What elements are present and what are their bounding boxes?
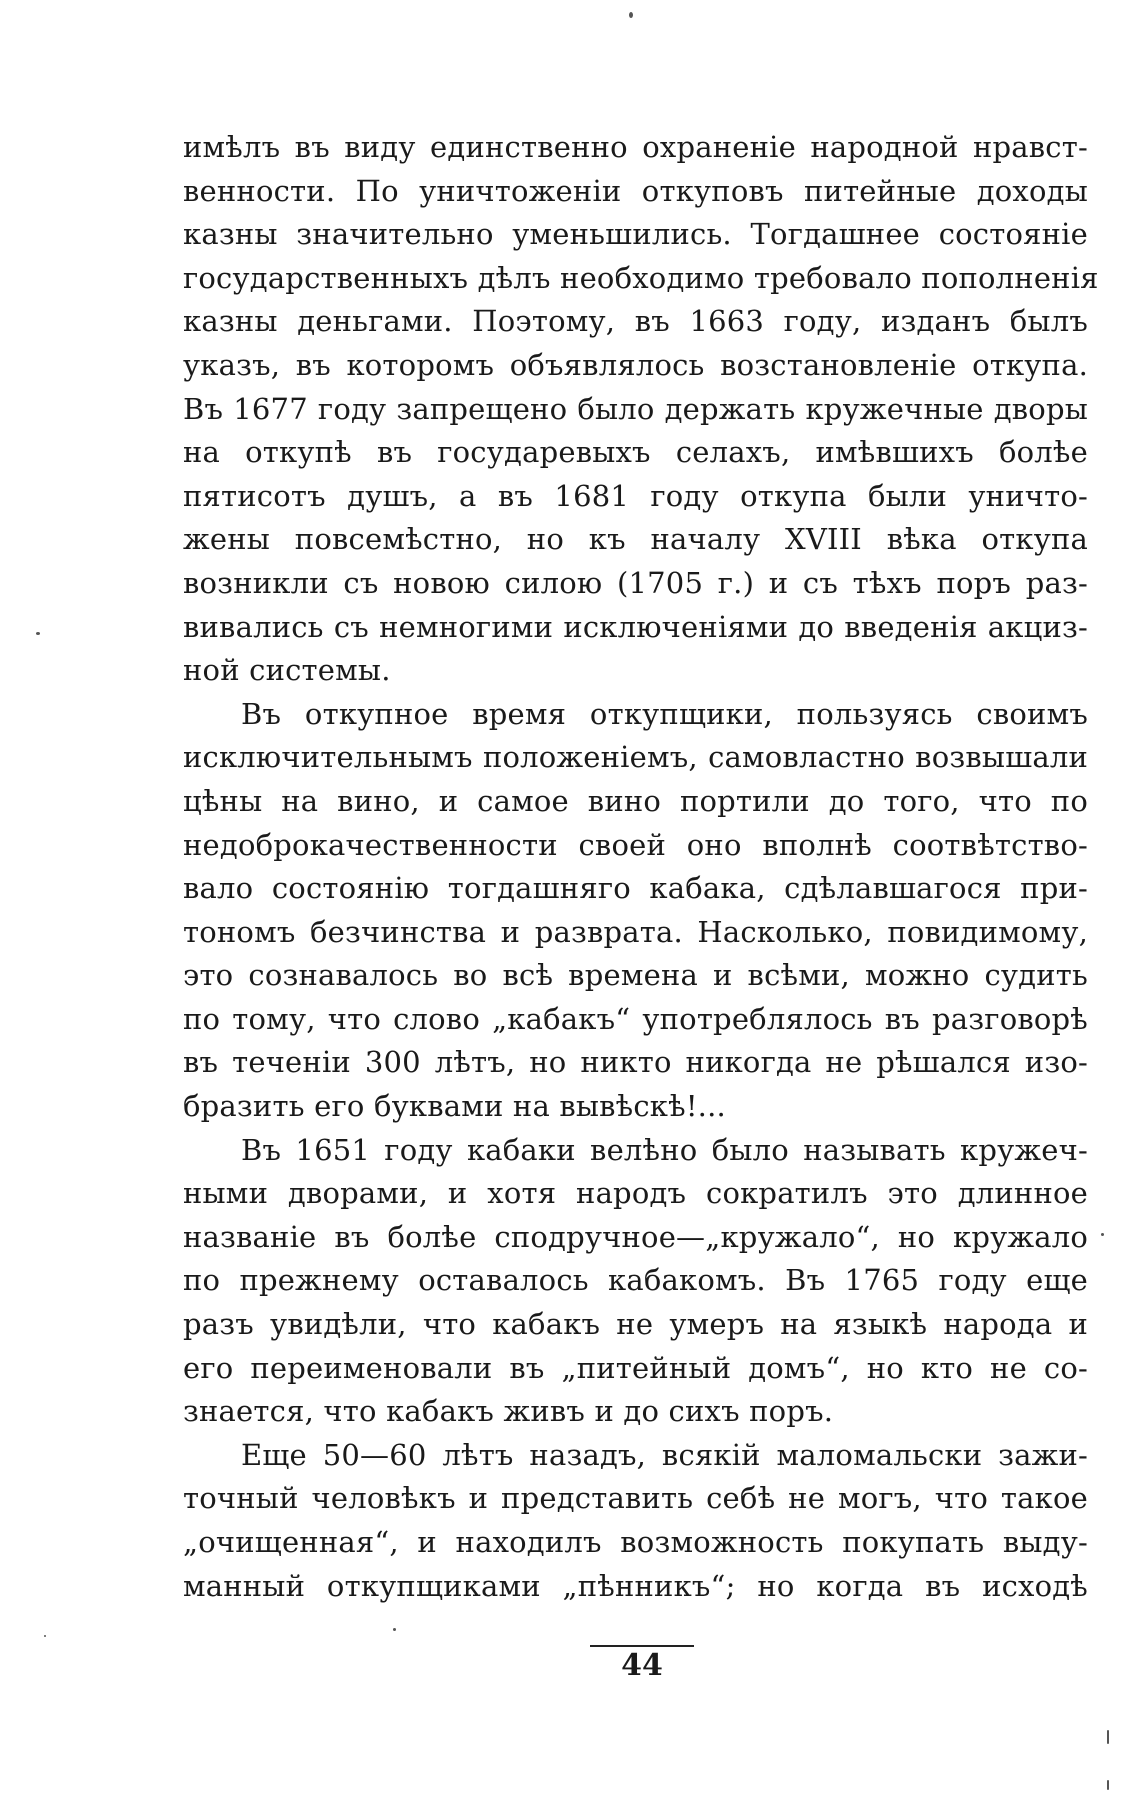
text-line: ной системы. — [183, 653, 391, 688]
text-line: Въ откупное время откупщики, пользуясь своимъ — [241, 696, 1088, 731]
text-line: государственныхъ дѣлъ необходимо требовало пополненія — [183, 260, 1099, 295]
text-line: точный человѣкъ и представить себѣ не могъ, что такое — [183, 1481, 1088, 1516]
text-line: это сознавалось во всѣ времена и всѣми, можно судить — [183, 958, 1088, 993]
text-line: вало состоянію тогдашняго кабака, сдѣлавшагося при- — [183, 871, 1088, 906]
scan-speck — [44, 1635, 46, 1637]
text-line: въ теченіи 300 лѣтъ, но никто никогда не рѣшался изо- — [183, 1045, 1088, 1080]
scan-speck — [36, 632, 40, 635]
text-line: разъ увидѣли, что кабакъ не умеръ на языкѣ народа и — [183, 1307, 1088, 1342]
text-line: названіе въ болѣе сподручное—„кружало“, но кружало — [183, 1219, 1088, 1254]
text-line: вивались съ немногими исключеніями до введенія акциз- — [183, 609, 1088, 644]
scan-speck — [1101, 1233, 1104, 1236]
text-line: ными дворами, и хотя народъ сократилъ это длинное — [183, 1176, 1088, 1211]
text-line: на откупѣ въ государевыхъ селахъ, имѣвшихъ болѣе — [183, 435, 1088, 470]
text-line: Въ 1651 году кабаки велѣно было называть кружеч- — [241, 1132, 1088, 1167]
text-line: по прежнему оставалось кабакомъ. Въ 1765 году еще — [183, 1263, 1088, 1298]
text-line: недоброкачественности своей оно вполнѣ соотвѣтство- — [183, 827, 1088, 862]
page-number: 44 — [621, 1648, 663, 1683]
text-line: казны значительно уменьшились. Тогдашнее состояніе — [183, 217, 1088, 252]
text-line: бразить его буквами на вывѣскѣ!... — [183, 1089, 726, 1124]
text-line: венности. По уничтоженіи откуповъ питейные доходы — [183, 173, 1088, 208]
text-line: цѣны на вино, и самое вино портили до того, что по — [183, 783, 1088, 818]
text-line: манный откупщиками „пѣнникъ“; но когда въ исходѣ — [183, 1568, 1088, 1603]
text-line: исключительнымъ положеніемъ, самовластно возвышали — [183, 740, 1088, 775]
scan-speck — [1107, 1730, 1109, 1744]
text-line: возникли съ новою силою (1705 г.) и съ тѣхъ поръ раз- — [183, 565, 1088, 600]
scan-speck — [629, 12, 633, 18]
footer-rule — [590, 1645, 694, 1647]
scan-speck — [1107, 1780, 1109, 1790]
text-line: пятисотъ душъ, а въ 1681 году откупа были уничто- — [183, 478, 1088, 513]
text-line: „очищенная“, и находилъ возможность покупать выду- — [183, 1525, 1088, 1559]
text-line: его переименовали въ „питейный домъ“, но кто не со- — [183, 1350, 1088, 1385]
text-line: знается, что кабакъ живъ и до сихъ поръ. — [183, 1394, 834, 1429]
text-line: казны деньгами. Поэтому, въ 1663 году, изданъ былъ — [183, 304, 1088, 339]
text-line: Еще 50—60 лѣтъ назадъ, всякій маломальски зажи- — [241, 1437, 1088, 1472]
text-line: тономъ безчинства и разврата. Насколько, повидимому, — [183, 914, 1088, 949]
body-text — [183, 126, 1099, 1608]
text-line: указъ, въ которомъ объявлялось возстановленіе откупа. — [183, 347, 1088, 382]
text-line: жены повсемѣстно, но къ началу XVIII вѣка откупа — [183, 522, 1088, 557]
text-line: имѣлъ въ виду единственно охраненіе народной нравст- — [183, 130, 1088, 164]
scan-speck — [393, 1628, 396, 1631]
text-line: Въ 1677 году запрещено было держать кружечные дворы — [183, 391, 1088, 426]
text-line: по тому, что слово „кабакъ“ употреблялось въ разговорѣ — [183, 1001, 1088, 1036]
